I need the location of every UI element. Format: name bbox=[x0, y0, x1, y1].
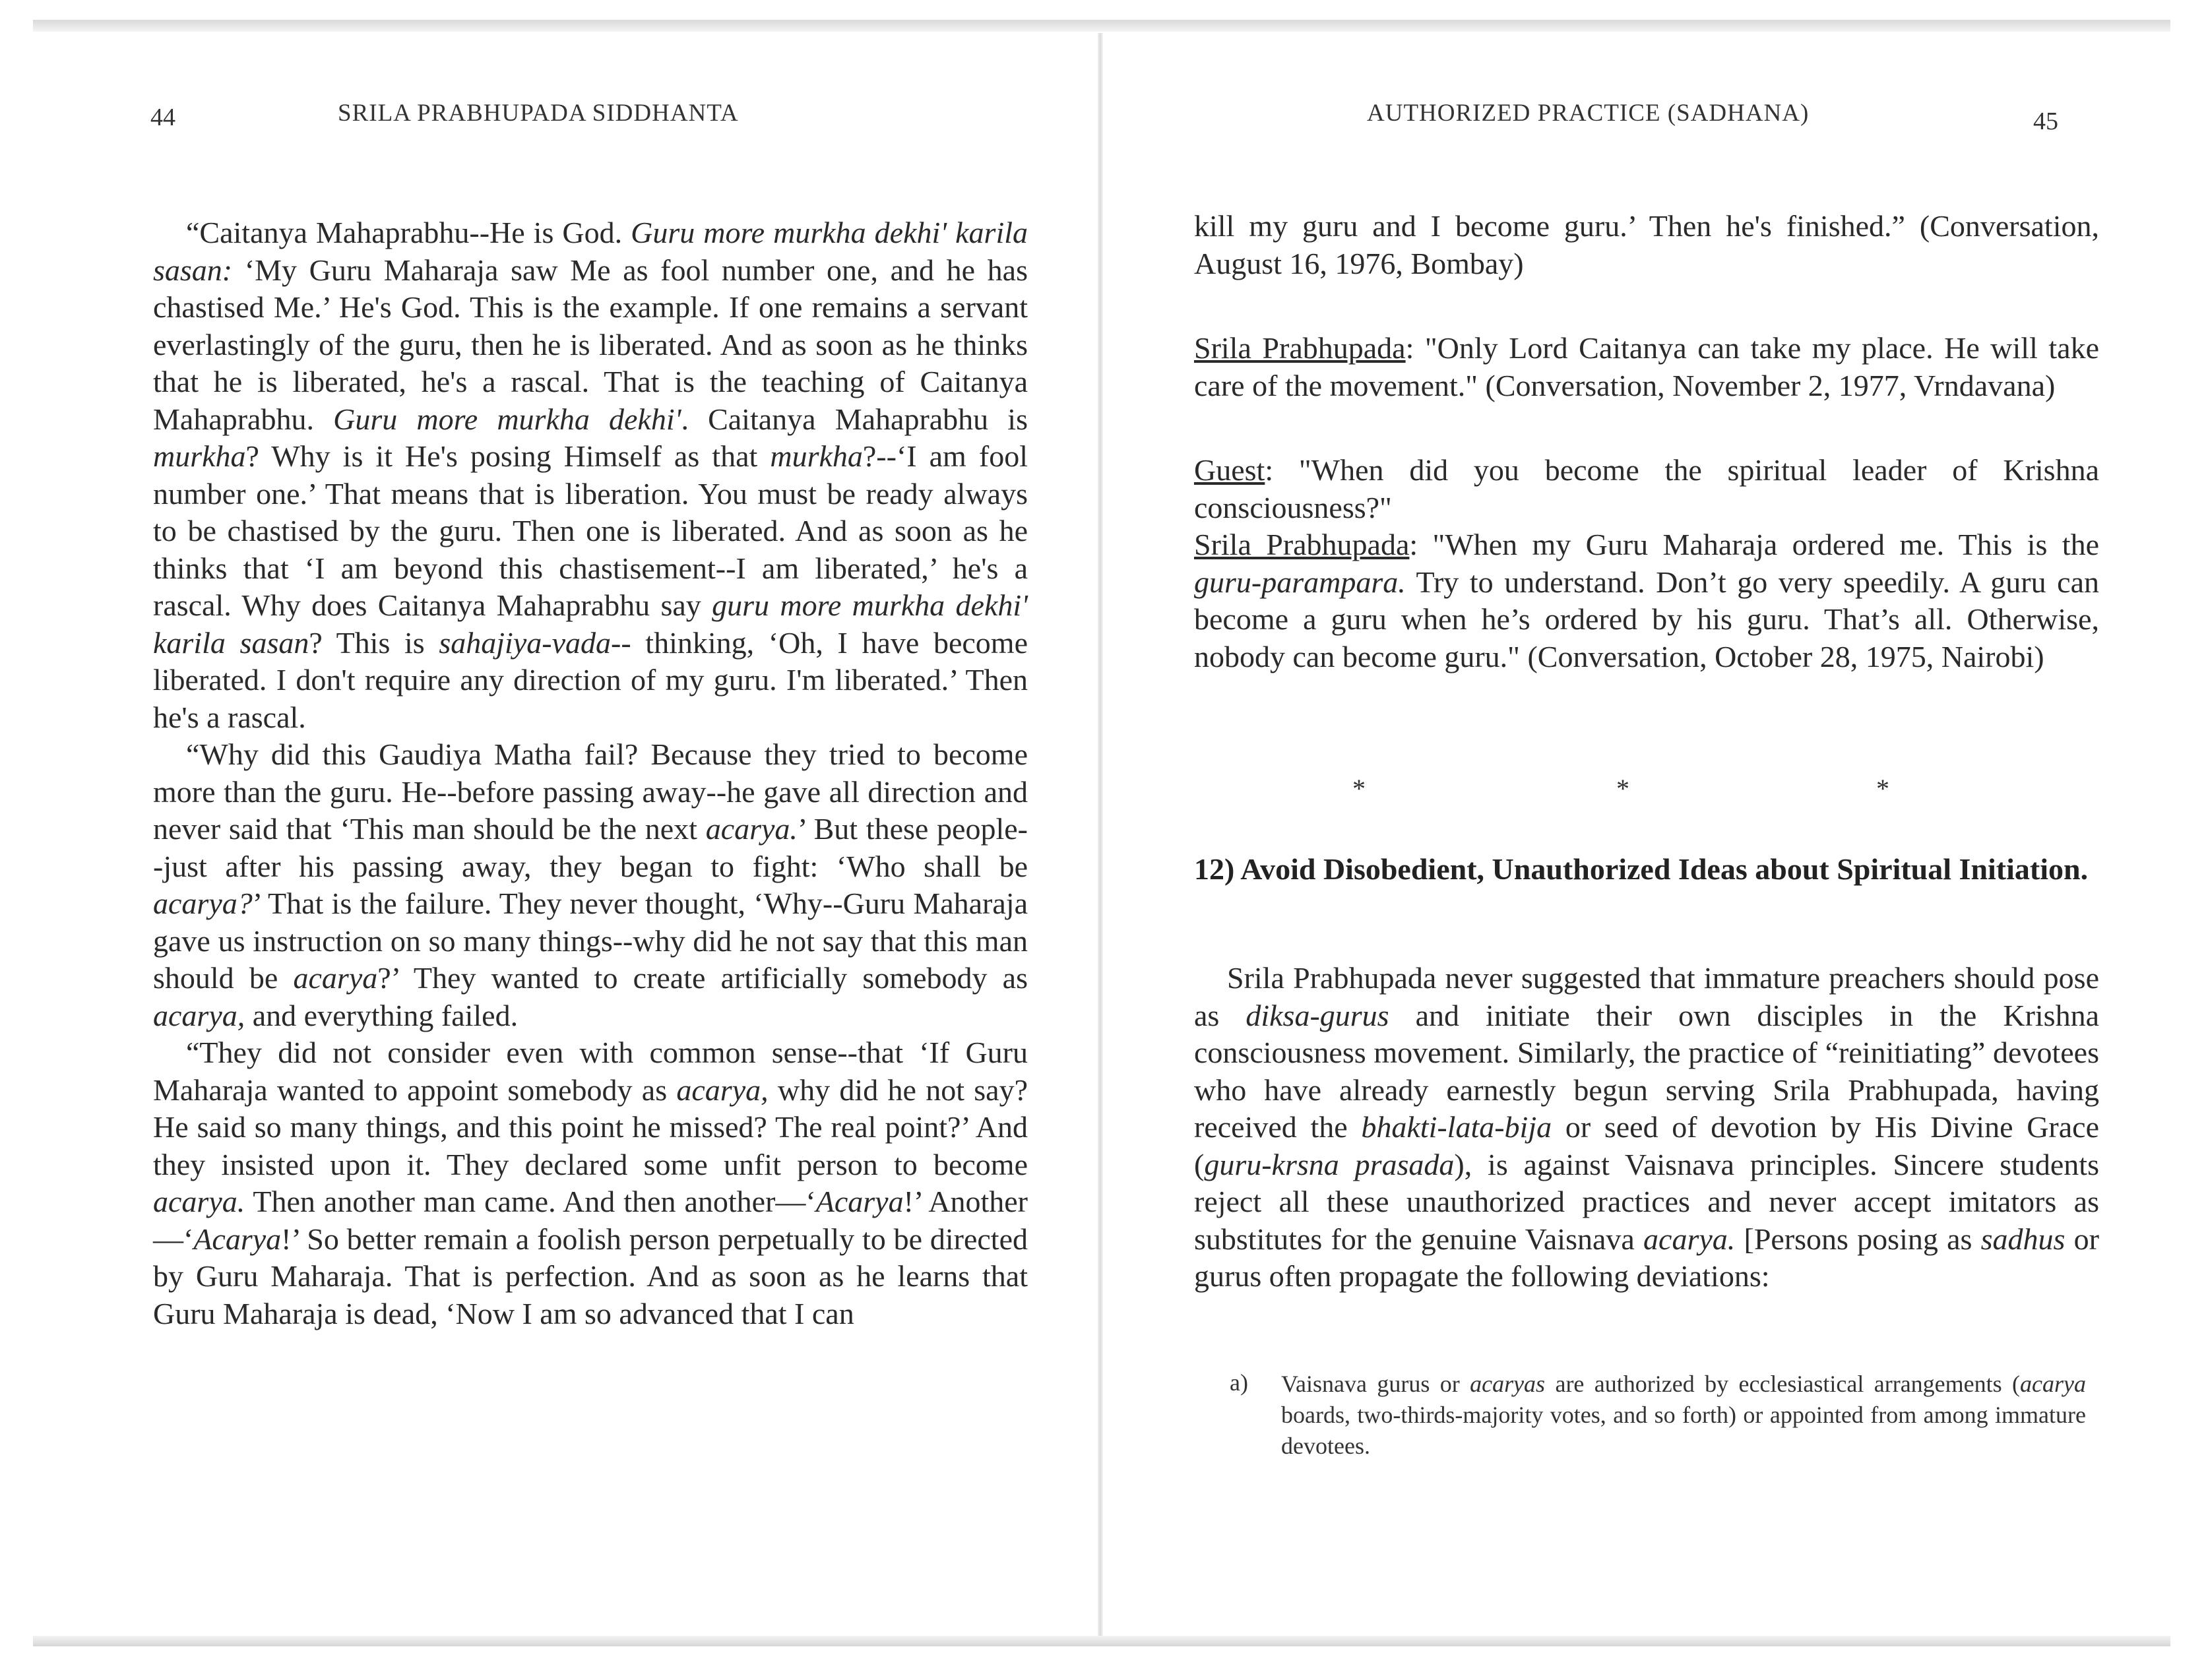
speaker-label: Srila Prabhupada bbox=[1194, 331, 1406, 365]
italic-term: guru-krsna prasada bbox=[1204, 1147, 1455, 1181]
separator-star: * bbox=[1876, 774, 1889, 803]
page-number: 45 bbox=[2033, 108, 2058, 135]
text-run: ’ That is the failure. They never thought, ‘Why--Guru Maharaja gave us instruction on so many things--why did he not say that this man should be bbox=[153, 887, 1028, 995]
text-run: ‘My Guru Maharaja saw Me as fool number one, and he has chastised Me.’ He's God. This is the example. If one remains a servant everlastingly of the guru, then he is liberated. And as soon as he thinks that he is liberated, he's a rascal. That is the teaching of Caitanya Mahaprabhu. bbox=[153, 253, 1028, 436]
right-quote-text bbox=[1194, 208, 2099, 675]
paragraph bbox=[1194, 960, 2099, 1295]
left-body-text bbox=[153, 214, 1028, 1332]
paragraph bbox=[1194, 208, 2099, 282]
left-page bbox=[0, 0, 1098, 1680]
text-run: ? This is bbox=[309, 625, 439, 660]
italic-term: guru more murkha dekhi' karila sasan bbox=[153, 588, 1028, 660]
list-label: a) bbox=[1230, 1369, 1248, 1396]
separator-star: * bbox=[1616, 774, 1629, 803]
italic-term: acaryas bbox=[1470, 1371, 1546, 1397]
section-heading: 12) Avoid Disobedient, Unauthorized Ideas about Spiritual Initiation. bbox=[1194, 852, 2089, 886]
page-number: 44 bbox=[150, 104, 175, 131]
text-run: [Persons posing as bbox=[1735, 1222, 1981, 1256]
text-run: ? Why is it He's posing Himself as that bbox=[245, 439, 771, 473]
paragraph bbox=[1194, 452, 2099, 526]
italic-term: Acarya bbox=[815, 1185, 904, 1218]
right-page bbox=[1103, 0, 2208, 1680]
text-run: Then another man came. And then another—‘ bbox=[245, 1185, 816, 1218]
text-run: or gurus often propagate the following deviations: bbox=[1194, 1222, 2099, 1293]
italic-term: Guru more murkha dekhi' bbox=[333, 402, 681, 436]
text-run: !’ So better remain a foolish person perpetually to be directed by Guru Maharaja. That is perfection. And as soon as he learns that Guru Maharaja is dead, ‘Now I am so advanced that I can bbox=[153, 1222, 1028, 1330]
text-run: !’ Another—‘ bbox=[153, 1185, 1028, 1256]
italic-term: sahajiya-vada bbox=[439, 625, 611, 660]
italic-term: Acarya bbox=[193, 1222, 282, 1256]
italic-term: acarya bbox=[2020, 1371, 2086, 1397]
text-run: “Why did this Gaudiya Matha fail? Because they tried to become more than the guru. He--before passing away--he gave all direction and never said that ‘This man should be the next bbox=[153, 737, 1028, 846]
text-run: or seed of devotion by His Divine Grace ( bbox=[1194, 1110, 2099, 1181]
italic-term: murkha bbox=[770, 439, 863, 473]
paragraph bbox=[153, 1034, 1028, 1332]
italic-term: diksa-gurus bbox=[1246, 998, 1389, 1032]
list-item bbox=[1281, 1369, 2086, 1462]
text-run: : "Only Lord Caitanya can take my place. He will take care of the movement." (Conversation, November 2, 1977, Vrndavana) bbox=[1194, 331, 2100, 402]
paragraph bbox=[153, 736, 1028, 1034]
italic-term: acarya. bbox=[1643, 1222, 1736, 1256]
text-run: ), is against Vaisnava principles. Sincere students reject all these unauthorized practices and never accept imitators as substitutes for the genuine Vaisnava bbox=[1194, 1147, 2099, 1256]
text-run: Try to understand. Don’t go very speedily. A guru can become a guru when he’s ordered by his guru. That’s all. Otherwise, nobody can become guru." (Conversation, October 28, 1975, Nairobi) bbox=[1194, 565, 2099, 673]
paragraph bbox=[1194, 526, 2099, 675]
paragraph bbox=[1194, 330, 2099, 404]
text-run: ?--‘I am fool number one.’ That means that is liberation. You must be ready always to be chastised by the guru. Then one is liberated. And as soon as he thinks that ‘I am beyond this chastisement--I am liberated,’ he's a rascal. Why does Caitanya Mahaprabhu say bbox=[153, 439, 1028, 622]
paragraph bbox=[153, 214, 1028, 736]
book-spine bbox=[1098, 33, 1103, 1642]
text-run: ?’ They wanted to create artificially somebody as bbox=[377, 961, 1028, 995]
italic-term: guru-parampara. bbox=[1194, 565, 1406, 599]
text-run: : "When did you become the spiritual leader of Krishna consciousness?" bbox=[1194, 453, 2099, 524]
text-run: -- thinking, ‘Oh, I have become liberated. I don't require any direction of my guru. I'm liberated.’ Then he's a rascal. bbox=[153, 625, 1028, 734]
text-run: ’ But these people--just after his passing away, they began to fight: ‘Who shall be bbox=[153, 812, 1028, 883]
italic-term: acarya, bbox=[153, 998, 245, 1032]
text-run: . Caitanya Mahaprabhu is bbox=[681, 402, 1028, 436]
text-run: “They did not consider even with common sense--that ‘If Guru Maharaja wanted to appoint somebody as bbox=[153, 1036, 1028, 1107]
text-run: are authorized by ecclesiastical arrangements ( bbox=[1545, 1371, 2021, 1397]
italic-term: murkha bbox=[153, 439, 246, 473]
text-run: and everything failed. bbox=[245, 998, 519, 1032]
italic-term: acarya bbox=[293, 961, 378, 995]
text-run: “Caitanya Mahaprabhu--He is God. bbox=[186, 216, 631, 249]
right-body-text bbox=[1194, 960, 2099, 1295]
text-run: Srila Prabhupada never suggested that immature preachers should pose as bbox=[1194, 961, 2099, 1032]
italic-term: bhakti-lata-bija bbox=[1361, 1110, 1552, 1144]
italic-term: Guru more murkha dekhi' karila sasan: bbox=[153, 216, 1028, 287]
italic-term: sadhus bbox=[1980, 1222, 2066, 1256]
text-run: : "When my Guru Maharaja ordered me. This is the bbox=[1409, 528, 2099, 561]
running-head: AUTHORIZED PRACTICE (SADHANA) bbox=[1367, 100, 1810, 127]
text-run: Vaisnava gurus or bbox=[1281, 1371, 1470, 1397]
text-run: boards, two-thirds-majority votes, and so forth) or appointed from among immature devotees. bbox=[1281, 1402, 2086, 1459]
italic-term: acarya. bbox=[705, 812, 798, 846]
speaker-label: Guest bbox=[1194, 453, 1265, 487]
running-head: SRILA PRABHUPADA SIDDHANTA bbox=[338, 100, 739, 127]
italic-term: acarya. bbox=[153, 1185, 245, 1218]
separator-star: * bbox=[1352, 774, 1366, 803]
italic-term: acarya? bbox=[153, 887, 253, 920]
text-run: kill my guru and I become guru.’ Then he's finished.” (Conversation, August 16, 1976, Bombay) bbox=[1194, 209, 2099, 280]
text-run: why did he not say? He said so many things, and this point he missed? The real point?’ And they insisted upon it. They declared some unfit person to become bbox=[153, 1073, 1028, 1181]
speaker-label: Srila Prabhupada bbox=[1194, 528, 1410, 561]
text-run: and initiate their own disciples in the Krishna consciousness movement. Similarly, the practice of “reinitiating” devotees who have already earnestly begun serving Srila Prabhupada, having received the bbox=[1194, 998, 2099, 1144]
italic-term: acarya, bbox=[676, 1073, 769, 1107]
